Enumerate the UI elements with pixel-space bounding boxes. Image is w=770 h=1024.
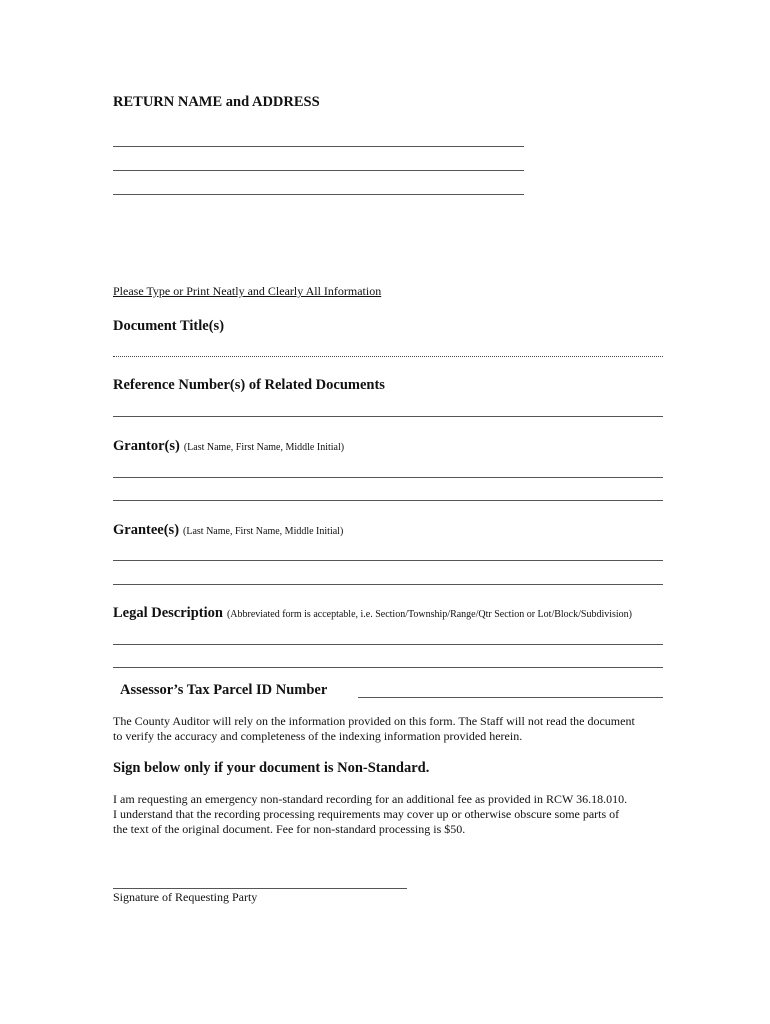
non-standard-line-2: I understand that the recording processing requirements may cover up or otherwise obscure some parts of	[113, 807, 620, 821]
return-address-line-1[interactable]	[113, 146, 524, 147]
document-titles-line[interactable]	[113, 356, 663, 357]
grantees-note: (Last Name, First Name, Middle Initial)	[183, 526, 344, 537]
non-standard-line-3: the text of the original document. Fee for non-standard processing is $50.	[113, 822, 466, 836]
non-standard-line-1: I am requesting an emergency non-standard recording for an additional fee as provided in RCW 36.18.010.	[113, 792, 628, 806]
non-standard-heading: Sign below only if your document is Non-Standard.	[113, 760, 430, 776]
legal-description-line-2[interactable]	[113, 667, 663, 668]
tax-parcel-label: Assessor’s Tax Parcel ID Number	[120, 682, 328, 698]
grantees-heading	[113, 521, 343, 539]
return-address-heading: RETURN NAME and ADDRESS	[113, 94, 320, 110]
auditor-notice-line-2: to verify the accuracy and completeness of the indexing information provided herein.	[113, 729, 523, 743]
grantors-line-1[interactable]	[113, 477, 663, 478]
grantors-note: (Last Name, First Name, Middle Initial)	[183, 442, 345, 453]
non-standard-text	[113, 792, 627, 837]
auditor-notice-line-1: The County Auditor will rely on the information provided on this form. The Staff will not read the document	[113, 714, 635, 728]
grantees-line-2[interactable]	[113, 584, 663, 585]
legal-description-heading	[113, 604, 632, 622]
grantees-label: Grantee(s)	[113, 522, 180, 538]
document-titles-label: Document Title(s)	[113, 318, 225, 334]
legal-description-line-1[interactable]	[113, 644, 663, 645]
grantees-line-1[interactable]	[113, 560, 663, 561]
grantors-label: Grantor(s)	[113, 438, 180, 454]
auditor-notice	[113, 714, 635, 744]
instructions-text: Please Type or Print Neatly and Clearly All Information	[113, 284, 382, 298]
grantors-heading	[113, 437, 344, 455]
grantors-line-2[interactable]	[113, 500, 663, 501]
return-address-line-3[interactable]	[113, 194, 524, 195]
legal-description-label: Legal Description	[113, 605, 223, 621]
signature-label: Signature of Requesting Party	[113, 890, 258, 904]
tax-parcel-line[interactable]	[358, 697, 663, 698]
return-address-line-2[interactable]	[113, 170, 524, 171]
reference-numbers-label: Reference Number(s) of Related Documents	[113, 377, 385, 393]
signature-line[interactable]	[113, 888, 407, 889]
legal-description-note: (Abbreviated form is acceptable, i.e. Section/Township/Range/Qtr Section or Lot/Block/Subdivision)	[226, 609, 633, 620]
reference-numbers-line[interactable]	[113, 416, 663, 417]
